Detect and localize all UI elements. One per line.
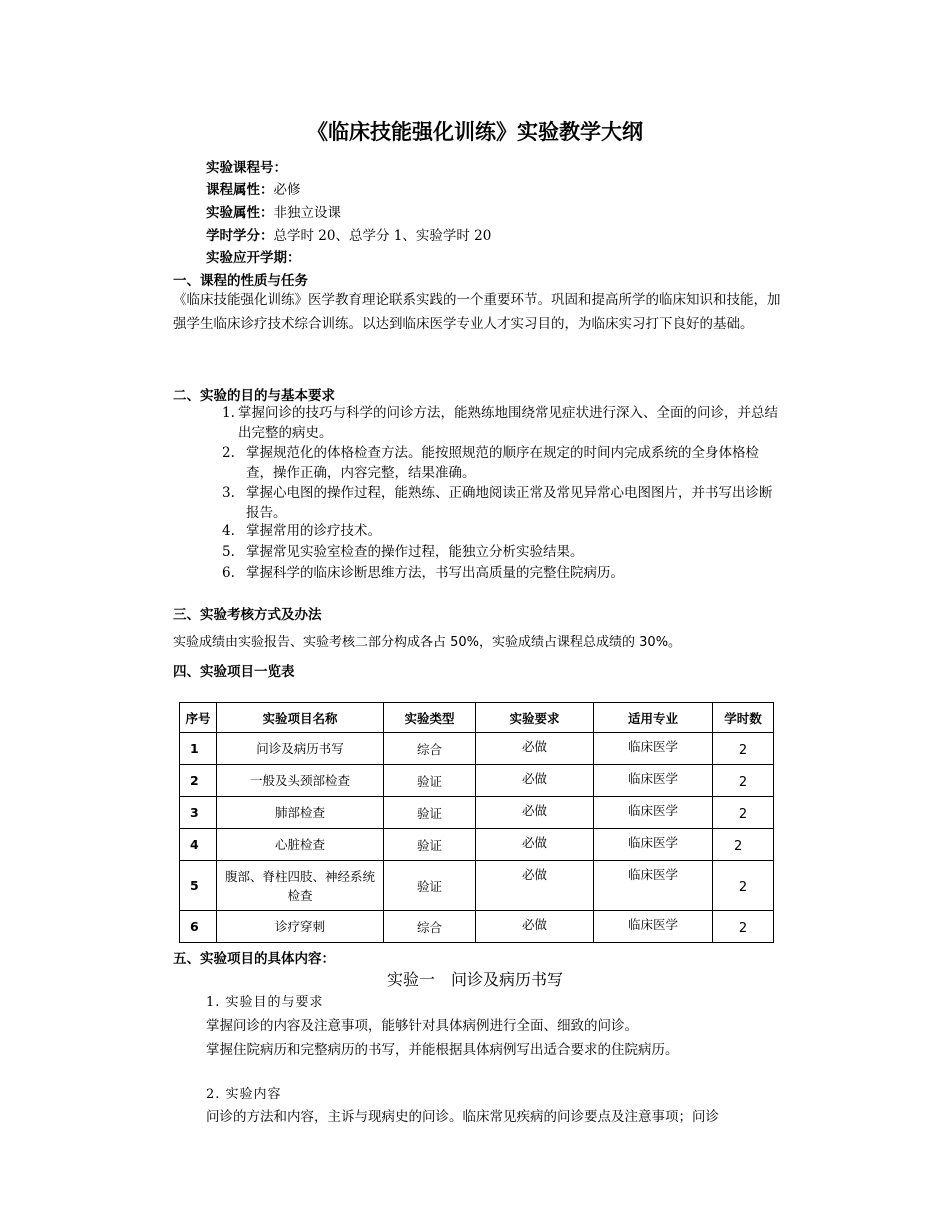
objective-item: 1. 掌握问诊的技巧与科学的问诊方法，能熟练地围绕常见症状进行深入、全面的问诊，并总结出完整的病史。 (222, 405, 778, 441)
table-cell-name: 肺部检查 (217, 797, 384, 829)
section-heading-details: 五、实验项目的具体内容： (173, 951, 335, 967)
table-cell-requirement: 必做 (476, 797, 594, 829)
meta-experiment-attribute: 实验属性：非独立设课 (206, 205, 341, 221)
table-cell-number: 2 (180, 765, 217, 797)
table-cell-number: 4 (180, 829, 217, 861)
table-cell-number: 3 (180, 797, 217, 829)
table-cell-hours: 2 (713, 765, 774, 797)
table-row (180, 911, 774, 943)
subheading-objectives: 1. 实验目的与要求 (206, 995, 324, 1010)
table-cell-major: 临床医学 (594, 829, 713, 861)
table-cell-name: 问诊及病历书写 (217, 733, 384, 765)
objective-item: 4. 掌握常用的诊疗技术。 (222, 523, 381, 539)
table-cell-hours: 2 (713, 733, 774, 765)
objective-item: 6. 掌握科学的临床诊断思维方法，书写出高质量的完整住院病历。 (222, 565, 624, 581)
page-title: 《临床技能强化训练》实验教学大纲 (307, 120, 643, 144)
section-body-assessment: 实验成绩由实验报告、实验考核二部分构成各占 50%，实验成绩占课程总成绩的 30%。 (173, 635, 682, 650)
table-cell-type: 验证 (384, 797, 476, 829)
section-heading-assessment: 三、实验考核方式及办法 (173, 607, 322, 623)
table-cell-requirement: 必做 (476, 911, 594, 943)
content-line: 问诊的方法和内容，主诉与现病史的问诊。临床常见疾病的问诊要点及注意事项；问诊 (206, 1109, 719, 1125)
objective-line: 掌握住院病历和完整病历的书写，并能根据具体病例写出适合要求的住院病历。 (206, 1042, 679, 1058)
table-header: 实验类型 (384, 703, 476, 733)
table-cell-major: 临床医学 (594, 733, 713, 765)
table-cell-name: 诊疗穿刺 (217, 911, 384, 943)
objective-line: 掌握问诊的内容及注意事项，能够针对具体病例进行全面、细致的问诊。 (206, 1018, 638, 1034)
table-cell-name: 心脏检查 (217, 829, 384, 861)
table-cell-hours: 2 (713, 861, 774, 911)
table-header: 学时数 (713, 703, 774, 733)
table-cell-type: 验证 (384, 765, 476, 797)
table-cell-requirement: 必做 (476, 733, 594, 765)
meta-course-number: 实验课程号： (206, 160, 287, 176)
table-row (180, 829, 774, 861)
section-heading-objectives: 二、实验的目的与基本要求 (173, 388, 335, 404)
objective-item: 2. 掌握规范化的体格检查方法。能按照规范的顺序在规定的时间内完成系统的全身体格检查，操作正确，内容完整，结果准确。 (222, 445, 759, 481)
table-cell-requirement: 必做 (476, 829, 594, 861)
meta-hours-credits: 学时学分：总学时 20、总学分 1、实验学时 20 (206, 228, 492, 244)
table-row (180, 765, 774, 797)
table-cell-number: 6 (180, 911, 217, 943)
table-cell-number: 5 (180, 861, 217, 911)
meta-course-attribute: 课程属性：必修 (206, 182, 301, 198)
section-heading-nature: 一、课程的性质与任务 (173, 273, 308, 289)
objective-item: 5. 掌握常见实验室检查的操作过程，能独立分析实验结果。 (222, 544, 584, 560)
meta-semester: 实验应开学期： (206, 250, 301, 266)
table-header-row (180, 703, 774, 733)
table-row (180, 861, 774, 911)
table-cell-name: 腹部、脊柱四肢、神经系统检查 (217, 861, 384, 911)
table-header: 序号 (180, 703, 217, 733)
section-body-nature: 《临床技能强化训练》医学教育理论联系实践的一个重要环节。巩固和提高所学的临床知识和技能，加强学生临床诊疗技术综合训练。以达到临床医学专业人才实习目的，为临床实习打下良好的基础。 (173, 292, 781, 332)
subheading-content: 2. 实验内容 (206, 1087, 282, 1102)
table-cell-major: 临床医学 (594, 797, 713, 829)
table-cell-requirement: 必做 (476, 861, 594, 911)
table-header: 适用专业 (594, 703, 713, 733)
table-cell-type: 验证 (384, 829, 476, 861)
table-cell-type: 综合 (384, 911, 476, 943)
table-row (180, 797, 774, 829)
objective-item: 3. 掌握心电图的操作过程，能熟练、正确地阅读正常及常见异常心电图图片，并书写出诊断报告。 (222, 485, 773, 521)
table-header: 实验项目名称 (217, 703, 384, 733)
table-header: 实验要求 (476, 703, 594, 733)
table-cell-major: 临床医学 (594, 861, 713, 911)
table-cell-type: 综合 (384, 733, 476, 765)
table-cell-type: 验证 (384, 861, 476, 911)
project-table (179, 702, 774, 943)
table-cell-major: 临床医学 (594, 765, 713, 797)
table-cell-hours: 2 (713, 829, 774, 861)
table-row (180, 733, 774, 765)
table-cell-major: 临床医学 (594, 911, 713, 943)
table-cell-hours: 2 (713, 911, 774, 943)
section-heading-project-list: 四、实验项目一览表 (173, 664, 295, 680)
experiment-title: 实验一 问诊及病历书写 (386, 970, 563, 989)
table-cell-number: 1 (180, 733, 217, 765)
table-cell-hours: 2 (713, 797, 774, 829)
table-cell-requirement: 必做 (476, 765, 594, 797)
table-cell-name: 一般及头颈部检查 (217, 765, 384, 797)
